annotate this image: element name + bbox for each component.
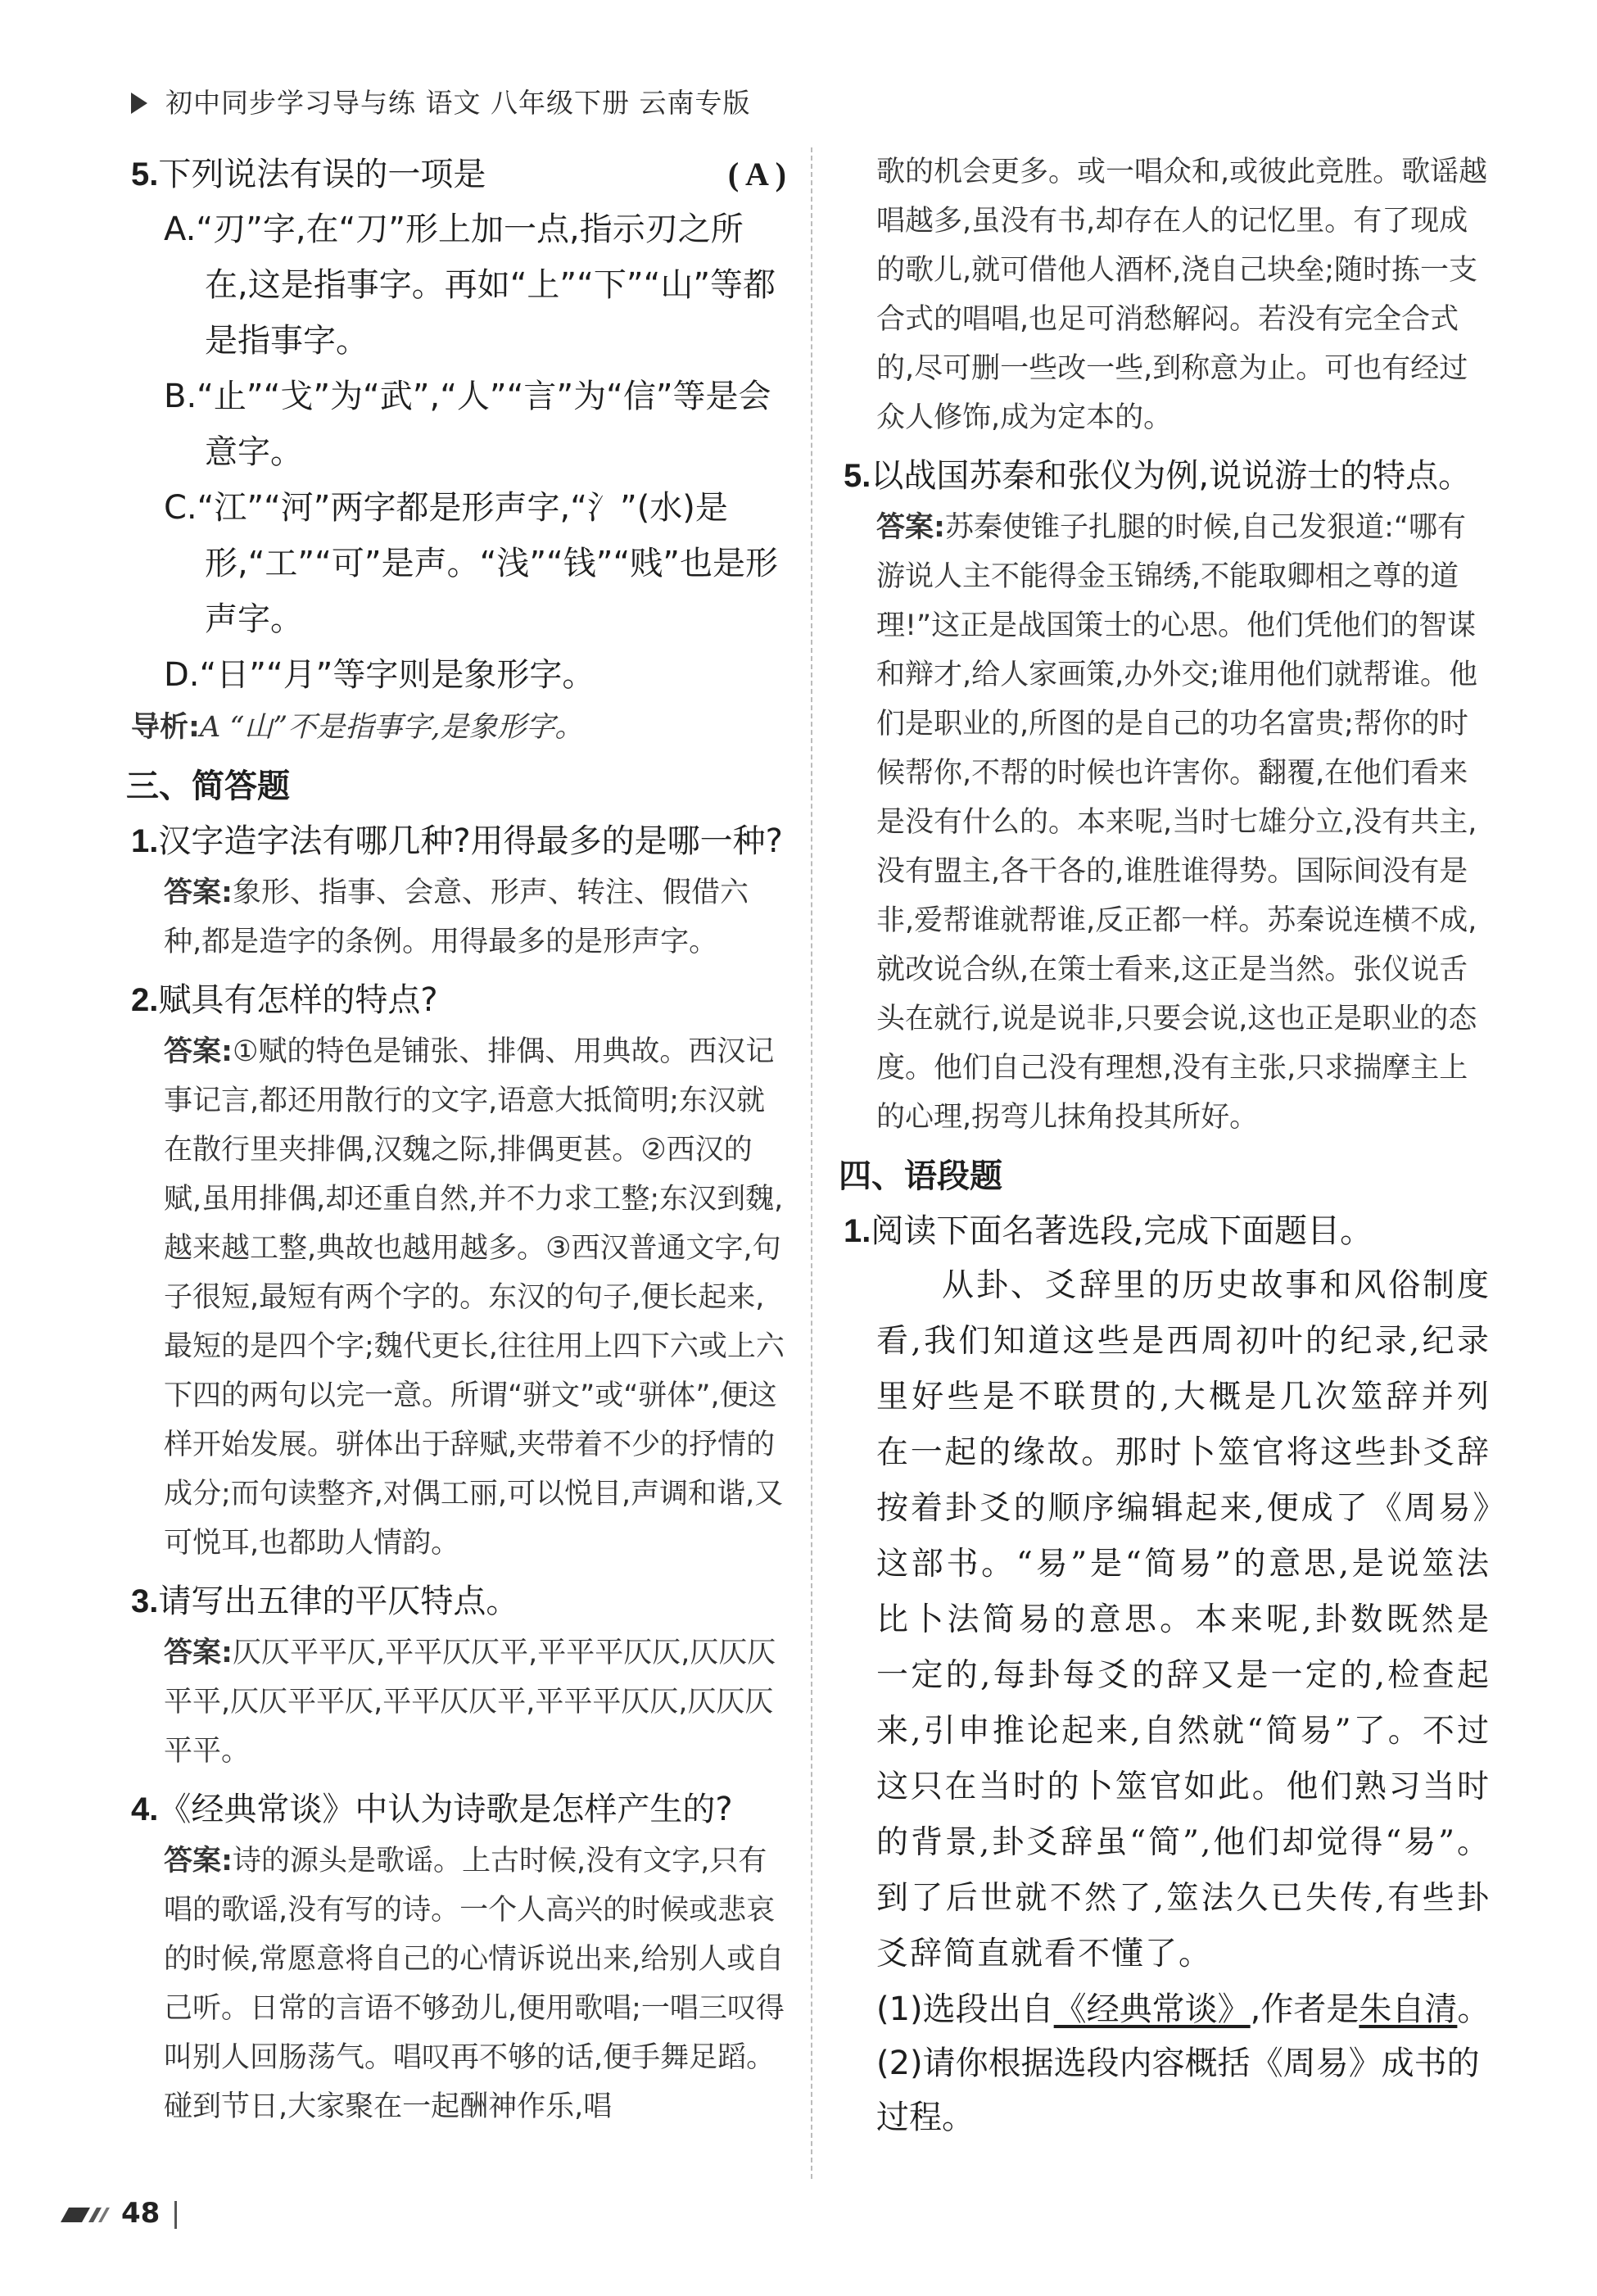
answer-4-continued: 歌的机会更多。或一唱众和,或彼此竞胜。歌谣越唱越多,虽没有书,却存在人的记忆里。有了现成的歌儿,就可借他人酒杯,浇自己块垒;随时拣一支合式的唱唱,也足可消愁解闷。若没有完全合式的,尽可删一些改一些,到称意为止。可也有经过众人修饰,成为定本的。 <box>876 156 1488 434</box>
answer-5 <box>844 503 1491 1142</box>
answer-text: 象形、指事、会意、形声、转注、假借六种,都是造字的条例。用得最多的是形声字。 <box>164 876 749 958</box>
question-number: 4. <box>131 1791 159 1827</box>
question-text: 请写出五律的平仄特点。 <box>158 1583 519 1620</box>
daoxi-note <box>131 703 786 752</box>
option-c: C.“江”“河”两字都是形声字,“氵”(水)是形,“工”“可”是声。“浅”“钱”“贱”也是形声字。 <box>164 489 778 638</box>
header-title: 初中同步学习导与练 语文 八年级下册 云南专版 <box>165 87 751 119</box>
page-number: 48 <box>121 2197 161 2230</box>
answer-text: 苏秦使锥子扎腿的时候,自己发狠道:“哪有游说人主不能得金玉锦绣,不能取卿相之尊的道理!”这正是战国策士的心思。他们凭他们的智谋和辩才,给人家画策,办外交;谁用他们就帮谁。他们是职业的,所图的是自己的功名富贵;帮你的时候帮你,不帮的时候也许害你。翻覆,在他们看来是没有什么的。本来呢,当时七雄分立,没有共主,没有盟主,各干各的,谁胜谁得势。国际间没有是非,爱帮谁就帮谁,反正都一样。苏秦说连横不成,就改说合纵,在策士看来,这正是当然。张仪说舌头在就行,说是说非,只要会说,这也正是职业的态度。他们自己没有理想,没有主张,只求揣摩主上的心理,拐弯儿抹角投其所好。 <box>876 511 1478 1134</box>
sub-text: (1)选段出自 <box>876 1990 1054 2028</box>
question-2 <box>131 973 786 1027</box>
answer-text: 诗的源头是歌谣。上古时候,没有文字,只有唱的歌谣,没有写的诗。一个人高兴的时候或悲哀的时候,常愿意将自己的心情诉说出来,给别人或自己听。日常的言语不够劲儿,便用歌唱;一唱三叹得叫别人回肠荡气。唱叹再不够的话,便手舞足蹈。碰到节日,大家聚在一起酬神作乐,唱 <box>164 1845 785 2123</box>
author-answer: 朱自清 <box>1359 1990 1458 2028</box>
answer-label: 答案: <box>164 1035 233 1068</box>
sub-question-2: (2)请你根据选段内容概括《周易》成书的过程。 <box>876 2045 1480 2136</box>
answer-text: ①赋的特色是铺张、排偶、用典故。西汉记事记言,都还用散行的文字,语意大抵简明;东汉就在散行里夹排偶,汉魏之际,排偶更甚。②西汉的赋,虽用排偶,却还重自然,并不力求工整;东汉到魏,越来越工整,典故也越用越多。③西汉普通文字,句子很短,最短有两个字的。东汉的句子,便长起来,最短的是四个字;魏代更长,往往用上四下六或上六下四的两句以完一意。所谓“骈文”或“骈体”,便这样开始发展。骈体出于辞赋,夹带着不少的抒情的成分;而句读整齐,对偶工丽,可以悦目,声调和谐,又可悦耳,也都助人情韵。 <box>164 1035 785 1560</box>
question-4 <box>131 1782 786 1836</box>
sub-question-1 <box>844 1982 1491 2036</box>
answer-label: 答案: <box>876 511 945 544</box>
answer-label: 答案: <box>164 876 233 909</box>
reading-passage: 从卦、爻辞里的历史故事和风俗制度看,我们知道这些是西周初叶的纪录,纪录里好些是不联贯的,大概是几次筮辞并列在一起的缘故。那时卜筮官将这些卦爻辞按着卦爻的顺序编辑起来,便成了《周易》这部书。“易”是“简易”的意思,是说筮法比卜法简易的意思。本来呢,卦数既然是一定的,每卦每爻的辞又是一定的,检查起来,引申推论起来,自然就“简易”了。不过这只在当时的卜筮官如此。他们熟习当时的背景,卦爻辞虽“简”,他们却觉得“易”。到了后世就不然了,筮法久已失传,有些卦爻辞简直就看不懂了。 <box>876 1267 1491 1972</box>
book-answer: 《经典常谈》 <box>1053 1990 1251 2028</box>
question-5-left <box>131 147 786 202</box>
right-column <box>839 147 1491 2144</box>
question-1 <box>131 814 786 868</box>
question-text: 下列说法有误的一项是 <box>158 156 486 193</box>
answer-3 <box>131 1628 786 1776</box>
reading-question-1 <box>844 1204 1491 1258</box>
daoxi-text: A “山”不是指事字,是象形字。 <box>200 711 584 744</box>
question-number: 1. <box>131 823 159 859</box>
option-d: D.“日”“月”等字则是象形字。 <box>164 656 595 694</box>
play-triangle-icon <box>131 93 147 114</box>
answer-text: 仄仄平平仄,平平仄仄平,平平平仄仄,仄仄仄平平,仄仄平平仄,平平仄仄平,平平平仄仄,仄仄仄平平。 <box>164 1637 776 1768</box>
section-3-title: 三、简答题 <box>126 768 290 805</box>
answer-2 <box>131 1027 786 1568</box>
question-number: 1. <box>844 1213 871 1249</box>
option-a: A.“刃”字,在“刀”形上加一点,指示刃之所在,这是指事字。再如“上”“下”“山”等都是指事字。 <box>164 211 776 360</box>
question-number: 5. <box>131 156 159 192</box>
page-footer <box>57 2197 177 2230</box>
section-4-title: 四、语段题 <box>839 1157 1002 1195</box>
question-text: 赋具有怎样的特点? <box>158 981 438 1019</box>
daoxi-label: 导析: <box>131 711 200 744</box>
question-number: 2. <box>131 982 159 1018</box>
answer-label: 答案: <box>164 1845 233 1877</box>
answer-label: 答案: <box>164 1637 233 1669</box>
question-text: 阅读下面名著选段,完成下面题目。 <box>871 1212 1373 1250</box>
sub-text: 。 <box>1457 1990 1491 2028</box>
question-text: 汉字造字法有哪几种?用得最多的是哪一种? <box>158 822 783 860</box>
page-header <box>131 82 750 120</box>
question-number: 5. <box>844 458 871 494</box>
question-number: 3. <box>131 1583 159 1619</box>
stripes-icon <box>57 2204 110 2226</box>
question-5-right <box>844 449 1491 503</box>
question-text: 《经典常谈》中认为诗歌是怎样产生的? <box>158 1791 733 1828</box>
question-text: 以战国苏秦和张仪为例,说说游士的特点。 <box>871 457 1472 495</box>
column-divider <box>811 147 812 2179</box>
footer-bar <box>174 2201 177 2229</box>
option-b: B.“止”“戈”为“武”,“人”“言”为“信”等是会意字。 <box>164 378 771 471</box>
answer-1 <box>131 868 786 967</box>
answer-4 <box>131 1836 786 2131</box>
question-3 <box>131 1574 786 1628</box>
sub-text: ,作者是 <box>1250 1990 1359 2028</box>
left-column <box>126 147 786 2138</box>
answer-bracket: ( A ) <box>727 156 786 192</box>
